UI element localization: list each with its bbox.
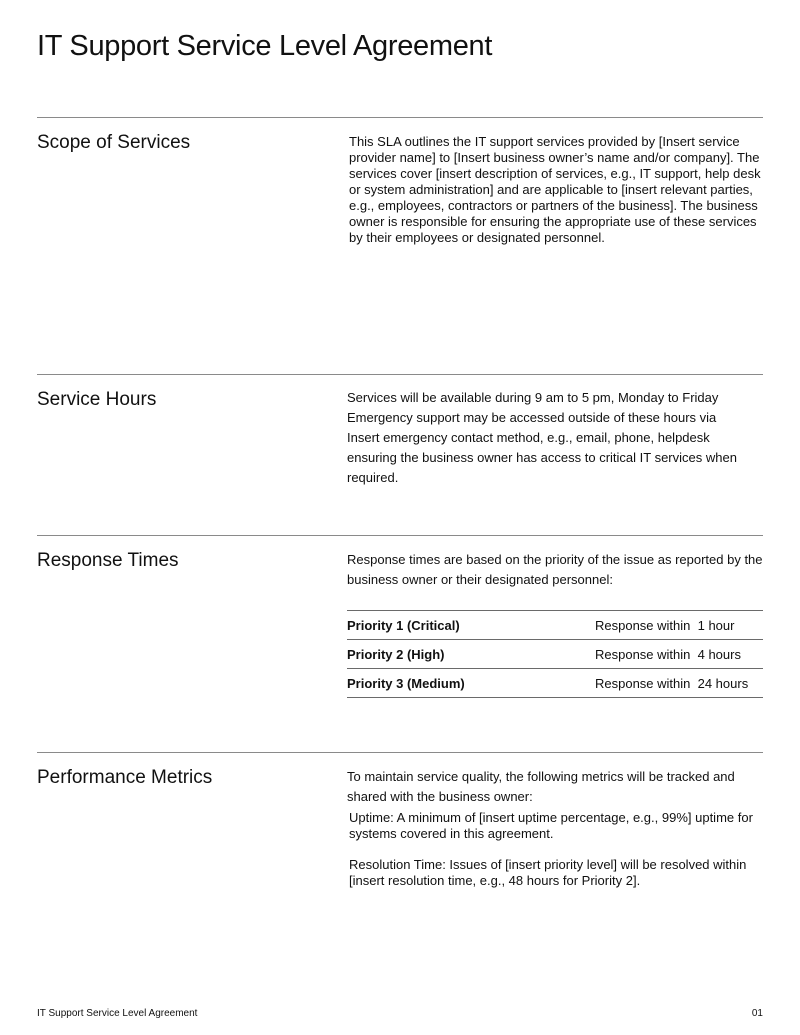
service-hours-line: required. — [347, 470, 399, 485]
section-divider — [37, 752, 763, 753]
response-times-heading: Response Times — [37, 550, 179, 571]
uptime-metric: Uptime: A minimum of [insert uptime percentage, e.g., 99%] uptime for systems covered in this agreement. — [349, 810, 753, 841]
priority-label: Priority 1 (Critical) — [347, 618, 460, 633]
performance-metrics-heading: Performance Metrics — [37, 767, 213, 788]
resolution-metric: Resolution Time: Issues of [insert priority level] will be resolved within [insert resolution time, e.g., 48 hours for Priority 2]. — [349, 857, 747, 888]
performance-intro: To maintain service quality, the following metrics will be tracked and shared with the business owner: — [347, 769, 735, 804]
response-times-table — [347, 610, 763, 698]
table-row — [347, 611, 763, 640]
page-number: 01 — [751, 1008, 763, 1019]
scope-heading: Scope of Services — [37, 132, 191, 153]
service-hours-line: Services will be available during 9 am to 5 pm, Monday to Friday — [347, 390, 719, 405]
service-hours-line: Insert emergency contact method, e.g., email, phone, helpdesk — [347, 430, 710, 445]
response-value: Response within 24 hours — [595, 676, 749, 691]
service-hours-heading: Service Hours — [37, 389, 157, 410]
section-divider — [37, 117, 763, 118]
priority-label: Priority 3 (Medium) — [347, 676, 465, 691]
response-value: Response within 4 hours — [595, 647, 741, 662]
service-hours-line: Emergency support may be accessed outside of these hours via — [347, 410, 717, 425]
service-hours-text — [347, 388, 763, 488]
scope-text: This SLA outlines the IT support services provided by [Insert service provider name] to [Insert business owner’s name and/or company]. The services cover [insert description of services, e.g., IT support, help desk or system administration] and are applicable to [insert relevant parties, e.g., employees, contractors or partners of the business]. The business owner is responsible for ensuring the appropriate use of these services by their employees or designated personnel. — [349, 134, 761, 245]
response-times-intro: Response times are based on the priority of the issue as reported by the business owner or their designated personnel: — [347, 552, 763, 587]
service-hours-line: ensuring the business owner has access to critical IT services when — [347, 450, 737, 465]
response-value: Response within 1 hour — [595, 618, 735, 633]
table-row — [347, 640, 763, 669]
page-title: IT Support Service Level Agreement — [37, 30, 493, 62]
table-row — [347, 669, 763, 698]
footer-title: IT Support Service Level Agreement — [37, 1008, 198, 1019]
section-divider — [37, 535, 763, 536]
section-divider — [37, 374, 763, 375]
priority-label: Priority 2 (High) — [347, 647, 445, 662]
